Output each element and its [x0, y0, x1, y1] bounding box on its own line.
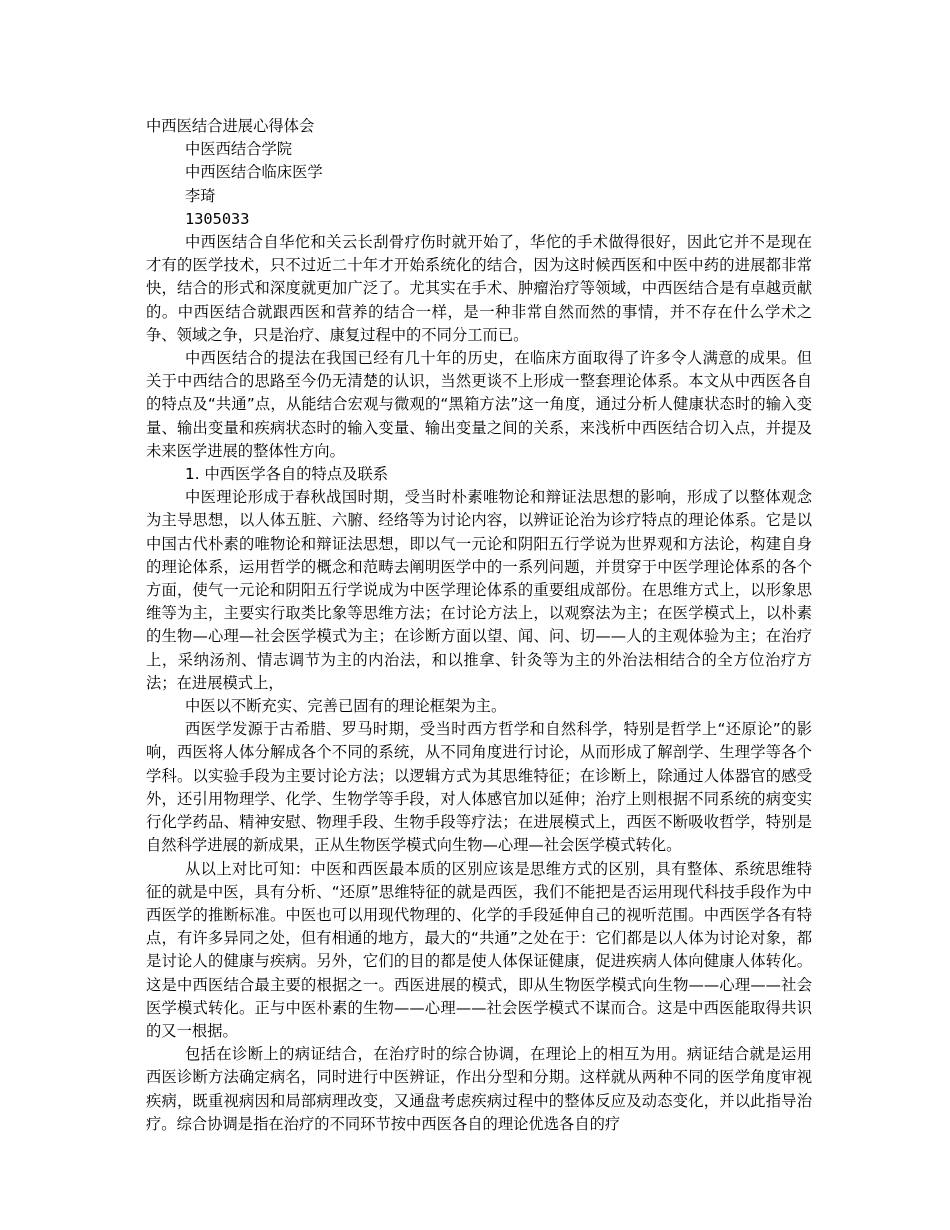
paragraph-intro-1: 中西医结合自华佗和关云长刮骨疗伤时就开始了，华佗的手术做得很好，因此它并不是现在才有的医学技术，只不过近二十年才开始系统化的结合，因为这时候西医和中医中药的进展都非常快，结合的形式和深度就更加广泛了。尤其实在手术、肿瘤治疗等领域，中西医结合是有卓越贡献的。中西医结合就跟西医和营养的结合一样，是一种非常自然而然的事情，并不存在什么学术之争、领域之争，只是治疗、康复过程中的不同分工而已。: [146, 233, 812, 344]
paragraph-comparison: 从以上对比可知：中医和西医最本质的区别应该是思维方式的区别，具有整体、系统思维特征的就是中医，具有分析、“还原”思维特征的就是西医，我们不能把是否运用现代科技手段作为中西医学的推断标准。中医也可以用现代物理的、化学的手段延伸自己的视听范围。中西医学各有特点，有许多异同之处，但有相通的地方，最大的“共通”之处在于：它们都是以人体为讨论对象，都是讨论人的健康与疾病。另外，它们的目的都是使人体保证健康，促进疾病人体向健康人体转化。这是中西医结合最主要的根据之一。西医进展的模式，即从生物医学模式向生物——心理——社会医学模式转化。正与中医朴素的生物——心理——社会医学模式不谋而合。这是中西医能取得共识的又一根据。: [146, 859, 812, 1040]
paragraph-integration: 包括在诊断上的病证结合，在治疗时的综合协调，在理论上的相互为用。病证结合就是运用西医诊断方法确定病名，同时进行中医辨证，作出分型和分期。这样就从两种不同的医学角度审视疾病，既重视病因和局部病理改变，又通盘考虑疾病过程中的整体反应及动态变化，并以此指导治疗。综合协调是指在治疗的不同环节按中西医各自的理论优选各自的疗: [146, 1045, 812, 1133]
paragraph-western-medicine: 西医学发源于古希腊、罗马时期，受当时西方哲学和自然科学，特别是哲学上“还原论”的影响，西医将人体分解成各个不同的系统，从不同角度进行讨论，从而形成了解剖学、生理学等各个学科。以实验手段为主要讨论方法；以逻辑方式为其思维特征；在诊断上，除通过人体器官的感受外，还引用物理学、化学、生物学等手段，对人体感官加以延伸；治疗上则根据不同系统的病变实行化学药品、精神安慰、物理手段、生物手段等疗法；在进展模式上，西医不断吸收哲学，特别是自然科学进展的新成果，正从生物医学模式向生物—心理—社会医学模式转化。: [146, 720, 812, 855]
school-name: 中医西结合学院: [185, 140, 293, 159]
document-body: [146, 115, 812, 1136]
section-heading-1: 1. 中西医学各自的特点及联系: [185, 465, 389, 484]
document-title: 中西医结合进展心得体会: [146, 117, 315, 135]
paragraph-intro-2: 中西医结合的提法在我国已经有几十年的历史，在临床方面取得了许多令人满意的成果。但关于中西结合的思路至今仍无清楚的认识，当然更谈不上形成一整套理论体系。本文从中西医各自的特点及“共通”点，从能结合宏观与微观的“黑箱方法”这一角度，通过分析人健康状态时的输入变量、输出变量和疾病状态时的输入变量、输出变量之间的关系，来浅析中西医结合切入点，并提及未来医学进展的整体性方向。: [146, 349, 812, 460]
major-name: 中西医结合临床医学: [185, 163, 323, 182]
paragraph-tcm-theory: 中医理论形成于春秋战国时期，受当时朴素唯物论和辩证法思想的影响，形成了以整体观念为主导思想，以人体五脏、六腑、经络等为讨论内容，以辨证论治为诊疗特点的理论体系。它是以中国古代朴素的唯物论和辩证法思想，即以气一元论和阴阳五行学说为世界观和方法论，构建自身的理论体系，运用哲学的概念和范畴去阐明医学中的一系列问题，并贯穿于中医学理论体系的各个方面，使气一元论和阴阳五行学说成为中医学理论体系的重要组成部份。在思维方式上，以形象思维等为主，主要实行取类比象等思维方法；在讨论方法上，以观察法为主；在医学模式上，以朴素的生物—心理—社会医学模式为主；在诊断方面以望、闻、问、切——人的主观体验为主；在治疗上，采纳汤剂、情志调节为主的内治法，和以推拿、针灸等为主的外治法相结合的全方位治疗方法；在进展模式上，: [146, 488, 812, 692]
author-name: 李琦: [185, 186, 216, 205]
paragraph-tcm-development: 中医以不断充实、完善已固有的理论框架为主。: [185, 697, 507, 716]
student-id: 1305033: [185, 209, 250, 228]
